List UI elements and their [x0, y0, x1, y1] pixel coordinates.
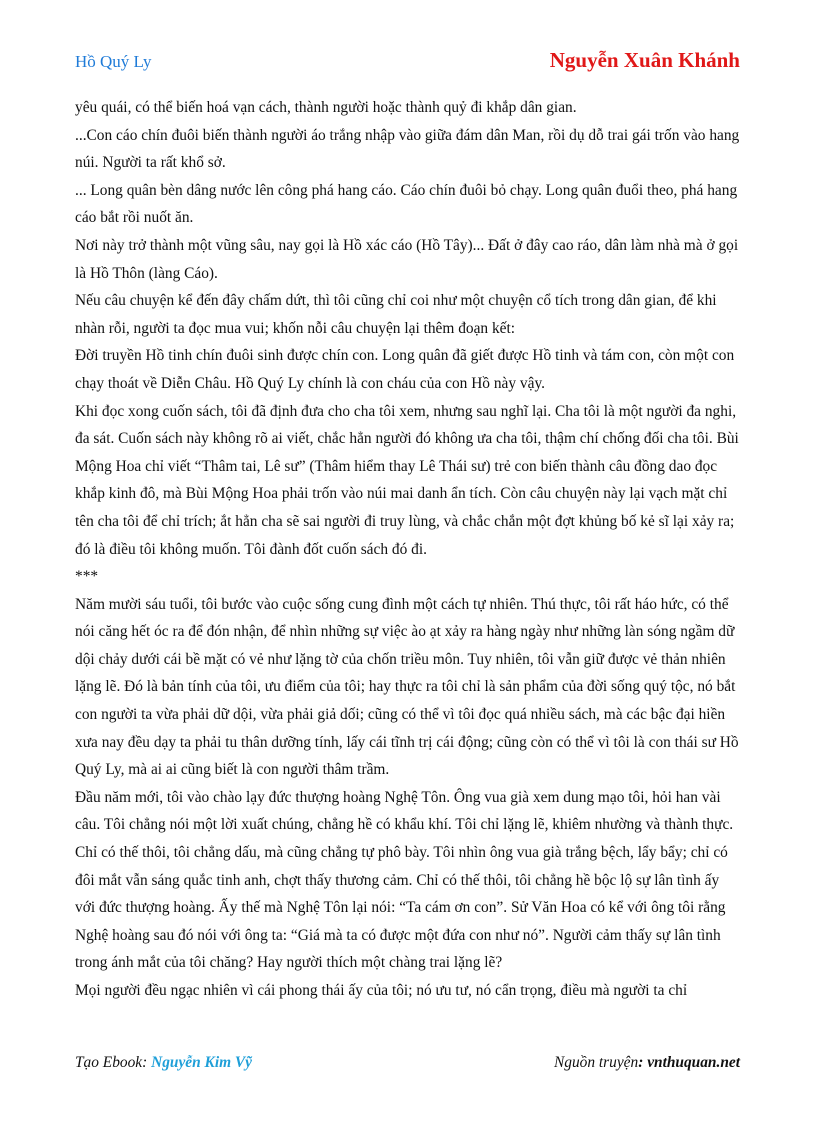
paragraph: Nơi này trở thành một vũng sâu, nay gọi là Hồ xác cáo (Hồ Tây)... Đất ở đây cao ráo, dân làm nhà mà ở gọi là Hồ Thôn (làng Cáo). — [75, 236, 739, 282]
book-title: Hồ Quý Ly — [75, 52, 152, 71]
paragraph: yêu quái, có thể biến hoá vạn cách, thành người hoặc thành quỷ đi khắp dân gian. — [75, 99, 577, 116]
section-divider: *** — [75, 568, 99, 586]
paragraph: ... Long quân bèn dâng nước lên công phá hang cáo. Cáo chín đuôi bỏ chạy. Long quân đuổi theo, phá hang cáo bắt rồi nuốt ăn. — [75, 181, 738, 227]
body-text — [75, 94, 740, 1005]
paragraph: Đầu năm mới, tôi vào chào lạy đức thượng hoàng Nghệ Tôn. Ông vua già xem dung mạo tôi, hỏi han vài câu. Tôi chẳng nói một lời xuất chúng, chẳng hề có khẩu khí. Tôi chỉ lặng lẽ, khiêm nhường và thành thực. Chỉ có thế thôi, tôi chẳng dấu, mà cũng chẳng tự phô bày. Tôi nhìn ông vua già trắng bệch, lẩy bẩy; chỉ có đôi mắt vẫn sáng quắc tinh anh, chợt thấy thương cảm. Chỉ có thế thôi, tôi chẳng hề bộc lộ sự lân tình ấy với đức thượng hoàng. Ấy thế mà Nghệ Tôn lại nói: “Ta cám ơn con”. Sử Văn Hoa có kể với ông tôi rằng Nghệ hoàng sau đó nói với ông ta: “Giá mà ta có được một đứa con như nó”. Người cảm thấy sự lân tình trong ánh mắt của tôi chăng? Hay người thích một chàng trai lặng lẽ? — [75, 788, 734, 972]
source-site: vnthuquan.net — [647, 1054, 740, 1071]
ebook-credit — [75, 1054, 252, 1072]
paragraph: Mọi người đều ngạc nhiên vì cái phong thái ấy của tôi; nó ưu tư, nó cẩn trọng, điều mà người ta chỉ — [75, 982, 688, 999]
page-footer — [75, 1054, 740, 1078]
source-separator: : — [638, 1054, 648, 1071]
paragraph: Đời truyền Hồ tinh chín đuôi sinh được chín con. Long quân đã giết được Hồ tinh và tám con, còn một con chạy thoát về Diễn Châu. Hồ Quý Ly chính là con cháu của con Hồ này vậy. — [75, 347, 735, 392]
author-name: Nguyễn Xuân Khánh — [549, 48, 740, 72]
page-header — [75, 48, 740, 76]
paragraph: Năm mười sáu tuổi, tôi bước vào cuộc sống cung đình một cách tự nhiên. Thú thực, tôi rất háo hức, có thể nói căng hết óc ra để đón nhận, để nhìn những sự việc ào ạt xảy ra hàng ngày như những làn sóng ngầm dữ dội chảy dưới cái bề mặt có vẻ như lặng tờ của chốn triều môn. Tuy nhiên, tôi vẫn giữ được vẻ thản nhiên lặng lẽ. Đó là bản tính của tôi, ưu điểm của tôi; hay thực ra tôi chỉ là sản phẩm của đời sống quý tộc, nó bắt con người ta vừa phải dữ dội, vừa phải giả dối; cũng có thể vì tôi đọc quá nhiều sách, mà các bậc đại hiền xưa nay đều dạy ta phải tu thân dưỡng tính, lấy cái tĩnh trị cái động; cũng còn có thể vì tôi là con thái sư Hồ Quý Ly, mà ai ai cũng biết là con người thâm trầm. — [75, 595, 739, 779]
ebook-author: Nguyễn Kim Vỹ — [151, 1054, 253, 1071]
paragraph: ...Con cáo chín đuôi biến thành người áo trắng nhập vào giữa đám dân Man, rồi dụ dỗ trai gái trốn vào hang núi. Người ta rất khổ sở. — [75, 126, 740, 172]
ebook-separator: : — [142, 1054, 152, 1071]
paragraph: Khi đọc xong cuốn sách, tôi đã định đưa cho cha tôi xem, nhưng sau nghĩ lại. Cha tôi là một người đa nghi, đa sát. Cuốn sách này không rõ ai viết, chắc hẳn người đó không ưa cha tôi, thậm chí chống đối cha tôi. Bùi Mộng Hoa chỉ viết “Thâm tai, Lê sư” (Thâm hiểm thay Lê Thái sư) trẻ con biến thành câu đồng dao đọc khắp kinh đô, mà Bùi Mộng Hoa phải trốn vào núi mai danh ẩn tích. Còn câu chuyện này lại vạch mặt chỉ tên cha tôi để chỉ trích; ắt hẳn cha sẽ sai người đi truy lùng, và chắc chắn một đợt khủng bố kẻ sĩ lại xảy ra; đó là điều tôi không muốn. Tôi đành đốt cuốn sách đó đi. — [75, 402, 739, 558]
source-credit — [554, 1054, 740, 1072]
ebook-label: Tạo Ebook — [75, 1054, 143, 1071]
source-label: Nguồn truyện — [553, 1054, 639, 1071]
paragraph: Nếu câu chuyện kể đến đây chấm dứt, thì tôi cũng chỉ coi như một chuyện cổ tích trong dân gian, để khi nhàn rỗi, người ta đọc mua vui; khốn nỗi câu chuyện lại thêm đoạn kết: — [75, 292, 717, 337]
